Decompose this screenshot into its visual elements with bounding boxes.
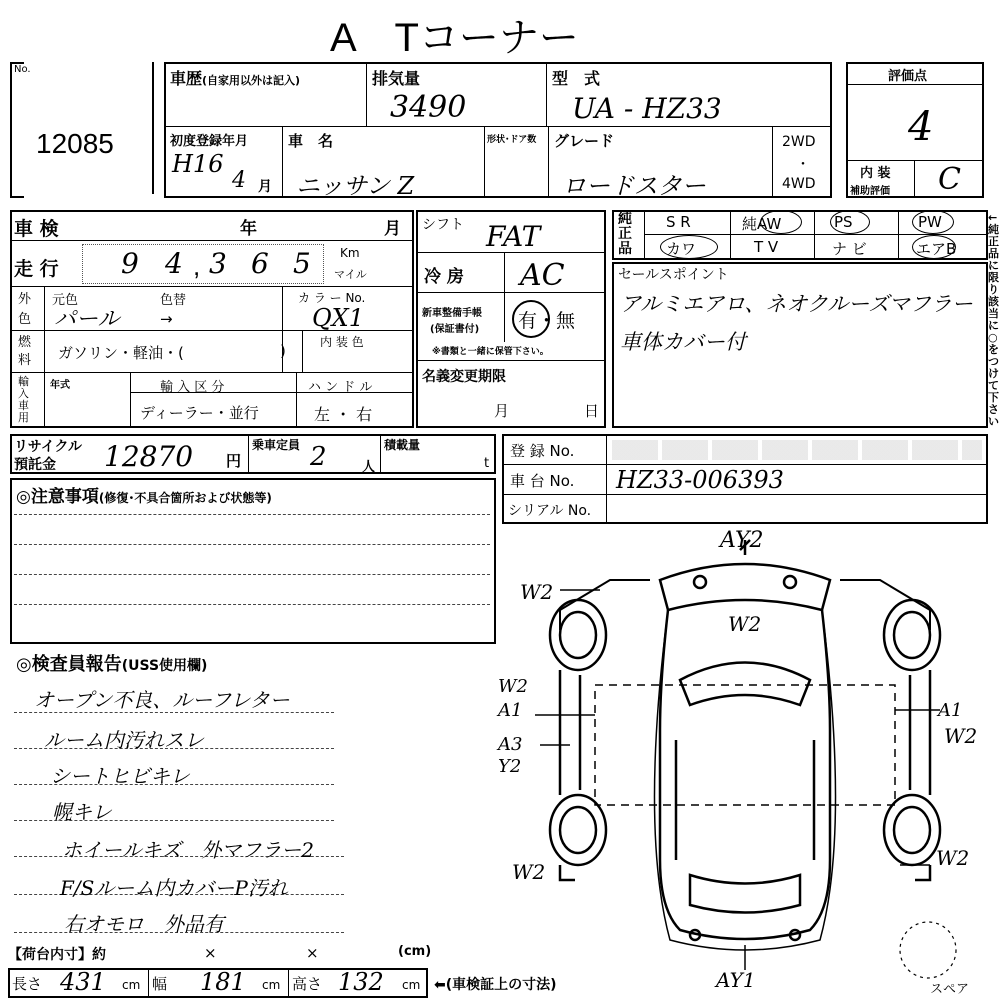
shape-doors-label: 形状･ドア数	[487, 135, 537, 145]
width-value: 181	[200, 968, 246, 996]
capacity-value: 2	[310, 442, 327, 472]
model-label: 型 式	[552, 69, 601, 88]
reg-no-label: 登 録 No.	[510, 442, 575, 460]
spare-label: スペア	[930, 982, 970, 997]
shift-value: FAT	[486, 220, 541, 253]
color-no-label: カ ラ ー No.	[298, 291, 366, 305]
color-arrow: →	[160, 310, 173, 328]
mileage-digit: 5	[293, 247, 311, 280]
recycle-value: 12870	[104, 440, 194, 473]
equip-airbag: エアB	[916, 240, 957, 258]
yen-unit: 円	[226, 452, 242, 470]
equip-circle-aw	[760, 210, 802, 234]
drive-4wd: 4WD	[782, 176, 816, 192]
color-no-value: QX1	[312, 304, 365, 332]
fuel-value: ガソリン・軽油・(	[58, 344, 184, 362]
inspection-month-label: 月	[384, 219, 401, 239]
car-damage-diagram	[500, 530, 990, 980]
diagram-right-mid-2: W2	[944, 724, 978, 748]
interior-color-label: 内 装 色	[320, 335, 364, 349]
manual-value: 有・無	[518, 310, 576, 332]
diagram-hood: W2	[728, 612, 762, 636]
sales-point-label: セールスポイント	[618, 267, 729, 283]
capacity-label: 乗車定員	[252, 438, 301, 452]
diagram-left-mid-1: W2	[498, 676, 528, 697]
diagram-right-mid-1: A1	[938, 700, 963, 721]
inspector-line: 右オモロ 外品有	[64, 912, 224, 936]
equip-tv: T V	[754, 238, 779, 256]
height-cm: cm	[402, 978, 421, 992]
km-label: Km	[340, 246, 360, 260]
recycle-label-2: 預託金	[14, 457, 56, 473]
import-div-label: 輸 入 区 分	[160, 380, 225, 395]
fuel-close: )	[280, 342, 286, 360]
cargo-label: 【荷台内寸】約	[8, 947, 106, 963]
lot-bracket	[10, 62, 24, 198]
diagram-top: AY2	[720, 528, 764, 553]
mileage-digit: 6	[251, 247, 269, 280]
length-label: 長さ	[12, 975, 43, 993]
equipment-side-label: 純正品	[618, 211, 632, 257]
import-div-value: ディーラー・並行	[140, 404, 259, 422]
length-value: 431	[60, 968, 106, 996]
page-title: A Tコーナー	[330, 16, 579, 60]
manual-note: ※書類と一緒に保管下さい。	[432, 347, 549, 357]
mileage-separator: ,	[193, 251, 201, 281]
ton-unit: t	[484, 456, 490, 471]
equip-circle-pw	[912, 210, 954, 234]
width-label: 幅	[152, 975, 168, 993]
lot-divider	[152, 62, 154, 194]
inspector-line: ホイールキズ 外マフラー2	[62, 838, 314, 862]
orig-color-value: パール	[54, 307, 120, 332]
inspector-line: 幌キレ	[52, 800, 112, 824]
diagram-left-front: W2	[520, 580, 554, 604]
person-unit: 人	[362, 460, 376, 475]
inspector-line: ルーム内汚れスレ	[44, 728, 204, 752]
name-change-day: 日	[584, 402, 600, 420]
rating-value: 4	[908, 104, 934, 150]
equip-aw: 純AW	[742, 215, 782, 233]
cargo-x2: ×	[306, 944, 319, 962]
diagram-left-mid-2: A1	[498, 700, 523, 721]
width-cm: cm	[262, 978, 281, 992]
no-label: No.	[14, 64, 31, 75]
fuel-label: 燃料	[18, 335, 32, 368]
inspector-line: シートヒビキレ	[50, 764, 190, 788]
equip-pw: PW	[918, 213, 942, 231]
inspector-line: オープン不良、ルーフレター	[34, 688, 290, 712]
interior-label: 内 装	[860, 166, 891, 181]
mileage-digit: 3	[209, 247, 227, 280]
reg-no-masked	[612, 440, 982, 460]
mileage-digits	[82, 244, 324, 284]
grade-value: ロードスター	[562, 172, 706, 200]
length-cm: cm	[122, 978, 141, 992]
manual-circle	[512, 300, 550, 338]
rating-label: 評価点	[888, 69, 928, 84]
orig-color-label: 元色	[52, 293, 79, 308]
sales-point-line2: 車体カバー付	[620, 330, 746, 354]
notes-label: ◎注意事項(修復･不具合箇所および状態等)	[16, 487, 272, 507]
grade-label: グレード	[554, 132, 615, 150]
history-label: 車歴(自家用以外は記入)	[170, 69, 301, 88]
cargo-x1: ×	[204, 944, 217, 962]
first-reg-label: 初度登録年月	[170, 134, 249, 149]
equip-ps: PS	[834, 213, 853, 231]
cargo-unit: (cm)	[398, 944, 432, 959]
height-label: 高さ	[292, 975, 323, 993]
inspector-line: F/Sルーム内カバーP汚れ	[60, 876, 288, 900]
lot-number: 12085	[36, 128, 114, 159]
diagram-right-rear: W2	[936, 846, 970, 870]
dimensions-note: ⬅(車検証上の寸法)	[434, 977, 557, 993]
height-value: 132	[338, 968, 384, 996]
diagram-left-mid-3: A3	[498, 734, 523, 755]
interior-value: C	[938, 162, 961, 197]
handle-label: ハ ン ド ル	[308, 380, 373, 395]
shift-label: シフト	[422, 217, 464, 233]
inspection-year-label: 年	[240, 219, 257, 239]
equip-sr: S R	[666, 213, 691, 231]
model-year-label: 年式	[50, 380, 70, 391]
color-change-label: 色替	[160, 293, 187, 308]
inspection-label: 車 検	[14, 218, 59, 240]
load-label: 積載量	[384, 438, 421, 452]
first-reg-year: H16	[172, 150, 224, 178]
equip-leather: カワ	[666, 240, 697, 258]
car-name-label: 車 名	[288, 132, 334, 150]
interior-sub-label: 補助評価	[850, 186, 890, 197]
manual-label-1: 新車整備手帳	[422, 308, 482, 319]
diagram-left-rear: W2	[512, 860, 546, 884]
equip-circle-ps	[830, 210, 870, 234]
inspector-label: ◎検査員報告(USS使用欄)	[16, 654, 208, 675]
ac-label: 冷 房	[424, 267, 464, 287]
chassis-label: 車 台 No.	[510, 472, 575, 490]
diagram-bottom: AY1	[716, 968, 756, 992]
ac-value: AC	[520, 258, 565, 293]
mileage-label: 走 行	[14, 258, 59, 280]
chassis-value: HZ33-006393	[616, 466, 784, 494]
exterior-label: 外色	[18, 292, 32, 327]
car-name-value: ニッサン Z	[296, 172, 415, 200]
equip-circle-airbag	[912, 235, 956, 259]
mileage-digit: 9	[121, 247, 139, 280]
serial-label: シリアル No.	[508, 503, 592, 519]
equip-circle-leather	[660, 235, 718, 259]
import-label: 輸入車用	[18, 375, 29, 424]
equipment-side-note: ←純正品に限り該当に○をつけて下さい	[988, 211, 999, 428]
diagram-left-mid-4: Y2	[498, 756, 522, 777]
sales-point-line1: アルミエアロ、ネオクルーズマフラー	[620, 292, 973, 316]
mileage-digit: 4	[165, 247, 183, 280]
handle-value: 左 ・ 右	[314, 405, 373, 424]
first-reg-month: 4	[232, 168, 246, 193]
manual-label-2: (保証書付)	[430, 324, 480, 335]
name-change-label: 名義変更期限	[422, 369, 506, 385]
mile-label: マイル	[334, 268, 367, 281]
drive-2wd: 2WD	[782, 134, 816, 150]
equip-navi: ナ ビ	[832, 240, 867, 258]
displacement-label: 排気量	[372, 69, 421, 88]
model-value: UA - HZ33	[572, 92, 722, 125]
displacement-value: 3490	[390, 90, 467, 125]
recycle-label-1: リサイクル	[14, 439, 83, 455]
drive-dot: ・	[796, 157, 810, 173]
name-change-month: 月	[494, 402, 510, 420]
first-reg-month-unit: 月	[258, 179, 272, 195]
